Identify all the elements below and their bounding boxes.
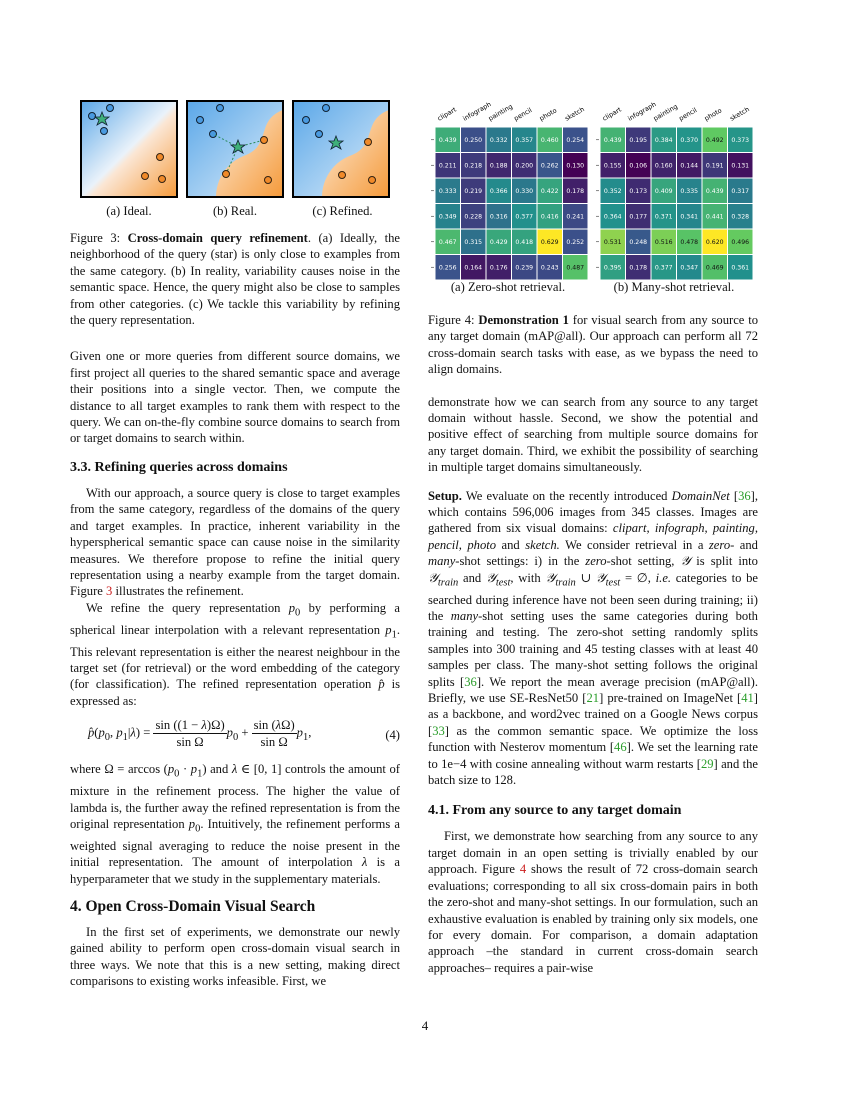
- heatmap-cell-value: 0.469: [705, 264, 724, 272]
- figure-4: [428, 95, 758, 300]
- figure-link[interactable]: 4: [519, 862, 527, 877]
- heatmap-cell-value: 0.366: [489, 188, 508, 196]
- figure-3-panel-real: [186, 100, 284, 198]
- heatmap-cell-value: 0.316: [489, 213, 508, 221]
- figure-4-label-many-shot: (b) Many-shot retrieval.: [613, 280, 735, 294]
- heatmap-cell-value: 0.211: [438, 162, 457, 170]
- heatmap-column-label: pencil: [512, 106, 534, 123]
- figure-3-label-refined: (c) Refined.: [312, 204, 373, 218]
- heatmap-column-label: clipart: [436, 105, 458, 123]
- citation-link[interactable]: 41: [741, 691, 754, 706]
- heatmap-cell-value: 0.460: [540, 137, 559, 145]
- citation-link[interactable]: 33: [432, 723, 445, 738]
- heatmap-column-label: pencil: [677, 106, 699, 123]
- heatmap-cell-value: 0.377: [515, 213, 534, 221]
- heatmap-cell-value: 0.418: [515, 239, 534, 247]
- heatmap-cell-value: 0.377: [654, 264, 673, 272]
- citation-link[interactable]: 21: [586, 691, 600, 706]
- heatmap-column-label: infograph: [461, 100, 493, 123]
- heatmap-cell-value: 0.188: [489, 162, 508, 170]
- heatmap-cell-value: 0.239: [515, 264, 534, 272]
- heatmap-cell-value: 0.395: [603, 264, 622, 272]
- heatmap-cell-value: 0.106: [629, 162, 648, 170]
- figure-3-panel-ideal: [80, 100, 178, 198]
- heatmap-cell-value: 0.349: [438, 213, 457, 221]
- heatmap-cell-value: 0.218: [464, 162, 483, 170]
- paragraph: In the first set of experiments, we demonstrate our newly gained ability to perform open cross-domain visual search in three ways. We note that this is a new setting, making direct comparisons to existing works infeasible. First, we: [70, 925, 400, 989]
- figure-4-caption: Figure 4: Demonstration 1 for visual search from any source to any target domain (mAP@all). Our approach can perform all 72 cross-domain search tasks with ease, as we bypass the need to align domains.: [428, 313, 759, 377]
- citation-link[interactable]: 46: [614, 740, 627, 755]
- heatmap-column-label: photo: [538, 106, 559, 123]
- heatmap-many-shot: [593, 87, 758, 272]
- heatmap-cell-value: 0.243: [540, 264, 559, 272]
- heatmap-column-label: sketch: [563, 105, 586, 123]
- figure-3-label-ideal: (a) Ideal.: [106, 204, 152, 218]
- heatmap-cell-value: 0.364: [603, 213, 622, 221]
- heatmap-cell-value: 0.333: [438, 188, 457, 196]
- right-column: [428, 95, 758, 976]
- heatmap-column-label: clipart: [601, 105, 623, 123]
- heatmap-cell-value: 0.341: [680, 213, 699, 221]
- heatmap-cell-value: 0.250: [464, 137, 483, 145]
- heatmap-cell-value: 0.370: [680, 137, 699, 145]
- heatmap-cell-value: 0.422: [540, 188, 559, 196]
- heatmap-cell-value: 0.160: [654, 162, 673, 170]
- heatmap-cell-value: 0.531: [603, 239, 622, 247]
- figure-3-caption: Figure 3: Cross-domain query refinement. (a) Ideally, the neighborhood of the query (star) is only close to examples from the same category. (b) In reality, variability causes noise in the semantic space. Hence, the query might also be close to samples from other categories. (c) We tackle this variability by refining the query representation.: [70, 231, 400, 328]
- heatmap-cell-value: 0.178: [629, 264, 648, 272]
- paragraph: We refine the query representation $p_0$ by performing a spherical linear interpolation with a relevant representation $p_1$. This relevant representation is either the nearest neighbour in the target set (for retrieval) or the word embedding of the category (for classification). The refined representation operation p̂ is expressed as:: [70, 600, 400, 708]
- heatmap-column-label: infograph: [626, 100, 658, 123]
- figure-link[interactable]: 3: [106, 584, 113, 599]
- heatmap-column-label: painting: [487, 102, 515, 123]
- paragraph: First, we demonstrate how searching from any source to any target domain in an open setting is trivially enabled by our approach. Figure 4 shows the result of 72 cross-domain search evaluations; corresponding to all six cross-domain pairs in both the zero-shot and many-shot settings. In our formulation, such an exhaustive evaluation is enabled by training only six models, one for every domain. For comparison, a domain adaptation approach –the standard in current cross-domain search approaches– requires a pair-wise: [428, 829, 758, 975]
- heatmap-cell-value: 0.373: [731, 137, 750, 145]
- section-heading-3-3: 3.3. Refining queries across domains: [70, 459, 288, 475]
- heatmap-cell-value: 0.254: [566, 137, 585, 145]
- heatmap-cell-value: 0.371: [654, 213, 673, 221]
- heatmap-cell-value: 0.439: [438, 137, 457, 145]
- equation-4: $p̂(p_0$, $p_1|\lambda$) = $\frac{\sin ((1 - \lambda)\Omega)}{\text{sin Ω}}$ $p_0$ + $\frac{\sin (\lambda\Omega)}{\text{sin Ω}}$ $p_1$, (4): [88, 718, 400, 750]
- heatmap-cell-value: 0.335: [680, 188, 699, 196]
- heatmap-column-label: sketch: [728, 105, 751, 123]
- heatmap-cell-value: 0.228: [464, 213, 483, 221]
- heatmap-cell-value: 0.241: [566, 213, 585, 221]
- heatmap-cell-value: 0.130: [566, 162, 585, 170]
- heatmap-cell-value: 0.439: [603, 137, 622, 145]
- heatmap-cell-value: 0.144: [680, 162, 699, 170]
- heatmap-column-label: photo: [703, 106, 724, 123]
- paragraph: where $\Omega = \arccos (p_0 \cdot p_1)$ and λ ∈ [0, 1] controls the amount of mixture in the refinement process. The higher the value of lambda is, the further away the refined representation is from the original representation $p_0$. Intuitively, the refinement performs a weighted signal averaging to reduce the noise present in the initial representation. The amount of interpolation λ is a hyperparameter that we study in the supplementary materials.: [70, 762, 400, 886]
- heatmap-cell-value: 0.384: [654, 137, 673, 145]
- citation-link[interactable]: 36: [738, 488, 751, 503]
- heatmap-cell-value: 0.177: [629, 213, 648, 221]
- section-heading-4: 4. Open Cross-Domain Visual Search: [70, 898, 316, 916]
- heatmap-cell-value: 0.219: [464, 188, 483, 196]
- paragraph: demonstrate how we can search from any source to any target domain without hassle. Second, we show the potential and positive effect of searching from multiple source domains for any target domain. Third, we exhibit the possibility of searching in multiple target domains simultaneously.: [428, 394, 758, 475]
- heatmap-cell-value: 0.492: [705, 137, 724, 145]
- section-heading-4-1: 4.1. From any source to any target domain: [428, 803, 682, 819]
- left-column: [70, 95, 400, 990]
- heatmap-cell-value: 0.164: [464, 264, 483, 272]
- heatmap-cell-value: 0.441: [705, 213, 724, 221]
- heatmap-cell-value: 0.315: [464, 239, 483, 247]
- heatmap-cell-value: 0.487: [566, 264, 585, 272]
- heatmap-cell-value: 0.357: [515, 137, 534, 145]
- heatmap-cell-value: 0.496: [731, 239, 750, 247]
- heatmap-cell-value: 0.256: [438, 264, 457, 272]
- heatmap-cell-value: 0.330: [515, 188, 534, 196]
- heatmap-cell-value: 0.131: [731, 162, 750, 170]
- heatmap-cell-value: 0.416: [540, 213, 559, 221]
- heatmap-cell-value: 0.352: [603, 188, 622, 196]
- heatmap-cell-value: 0.176: [489, 264, 508, 272]
- heatmap-cell-value: 0.478: [680, 239, 699, 247]
- heatmap-cell-value: 0.439: [705, 188, 724, 196]
- figure-3-panel-refined: [292, 100, 390, 198]
- heatmap-cell-value: 0.347: [680, 264, 699, 272]
- paragraph: Given one or more queries from different source domains, we first project all queries to the shared semantic space and average their positions into a single vector. Then, we compute the distance to all target examples to rank them with respect to the query. We can on-the-fly combine source domains to search from or target domains to search within.: [70, 349, 400, 446]
- heatmap-column-label: painting: [652, 102, 680, 123]
- heatmap-cell-value: 0.629: [540, 239, 559, 247]
- heatmap-cell-value: 0.409: [654, 188, 673, 196]
- heatmap-cell-value: 0.332: [489, 137, 508, 145]
- heatmap-cell-value: 0.620: [705, 239, 724, 247]
- heatmap-cell-value: 0.429: [489, 239, 508, 247]
- paragraph: With our approach, a source query is close to target examples from the same category, regardless of the domains of the query and target examples. In practice, inherent variability in the hyperspherical semantic space can cause noise in the similarity measures. We therefore propose to refine the initial query representation using a nearby example from the target domain. Figure 3 illustrates the refinement.: [70, 485, 400, 599]
- citation-link[interactable]: 36: [464, 674, 477, 689]
- citation-link[interactable]: 29: [700, 756, 714, 771]
- figure-4-label-zero-shot: (a) Zero-shot retrieval.: [450, 280, 566, 294]
- figure-3: [70, 95, 400, 230]
- heatmap-cell-value: 0.173: [629, 188, 648, 196]
- heatmap-cell-value: 0.516: [654, 239, 673, 247]
- heatmap-cell-value: 0.252: [566, 239, 585, 247]
- heatmap-cell-value: 0.191: [705, 162, 724, 170]
- heatmap-zero-shot: [428, 87, 593, 272]
- figure-3-label-real: (b) Real.: [212, 204, 258, 218]
- heatmap-cell-value: 0.200: [515, 162, 534, 170]
- page-number: 4: [421, 1018, 429, 1033]
- heatmap-cell-value: 0.317: [731, 188, 750, 196]
- equation-number: (4): [385, 728, 400, 743]
- heatmap-cell-value: 0.361: [731, 264, 750, 272]
- heatmap-cell-value: 0.195: [629, 137, 648, 145]
- heatmap-cell-value: 0.262: [540, 162, 559, 170]
- heatmap-cell-value: 0.467: [438, 239, 457, 247]
- heatmap-cell-value: 0.178: [566, 188, 585, 196]
- paragraph-setup: Setup. We evaluate on the recently introduced DomainNet [36], which contains 596,006 images from 345 classes. Images are gathered from six visual domains: clipart, infograph, painting, pencil, photo and sketch. We consider retrieval in a zero- and many-shot settings: i) in the zero-shot setting, 𝒴 is split into 𝒴$_{train}$ and 𝒴$_{test}$, with 𝒴$_{train}$ ∪ 𝒴$_{test}$ = ∅, i.e. categories to be searched during inference have not been seen during training; ii) the many-shot setting uses the same categories during both training and testing. The zero-shot setting randomly splits samples into 300 training and 45 testing classes with at least 40 samples per class. The many-shot setting follows the original splits [36]. We report the mean average precision (mAP@all). Briefly, we use SE-ResNet50 [21] pre-trained on ImageNet [41] as a backbone, and word2vec trained on a Google News corpus [33] as the common semantic space. We optimize the loss function with Nesterov momentum [46]. We set the learning rate to 1e−4 with cosine annealing without warm restarts [29] and the batch size to 128.: [428, 488, 759, 788]
- heatmap-cell-value: 0.155: [603, 162, 622, 170]
- heatmap-cell-value: 0.328: [731, 213, 750, 221]
- heatmap-cell-value: 0.248: [629, 239, 648, 247]
